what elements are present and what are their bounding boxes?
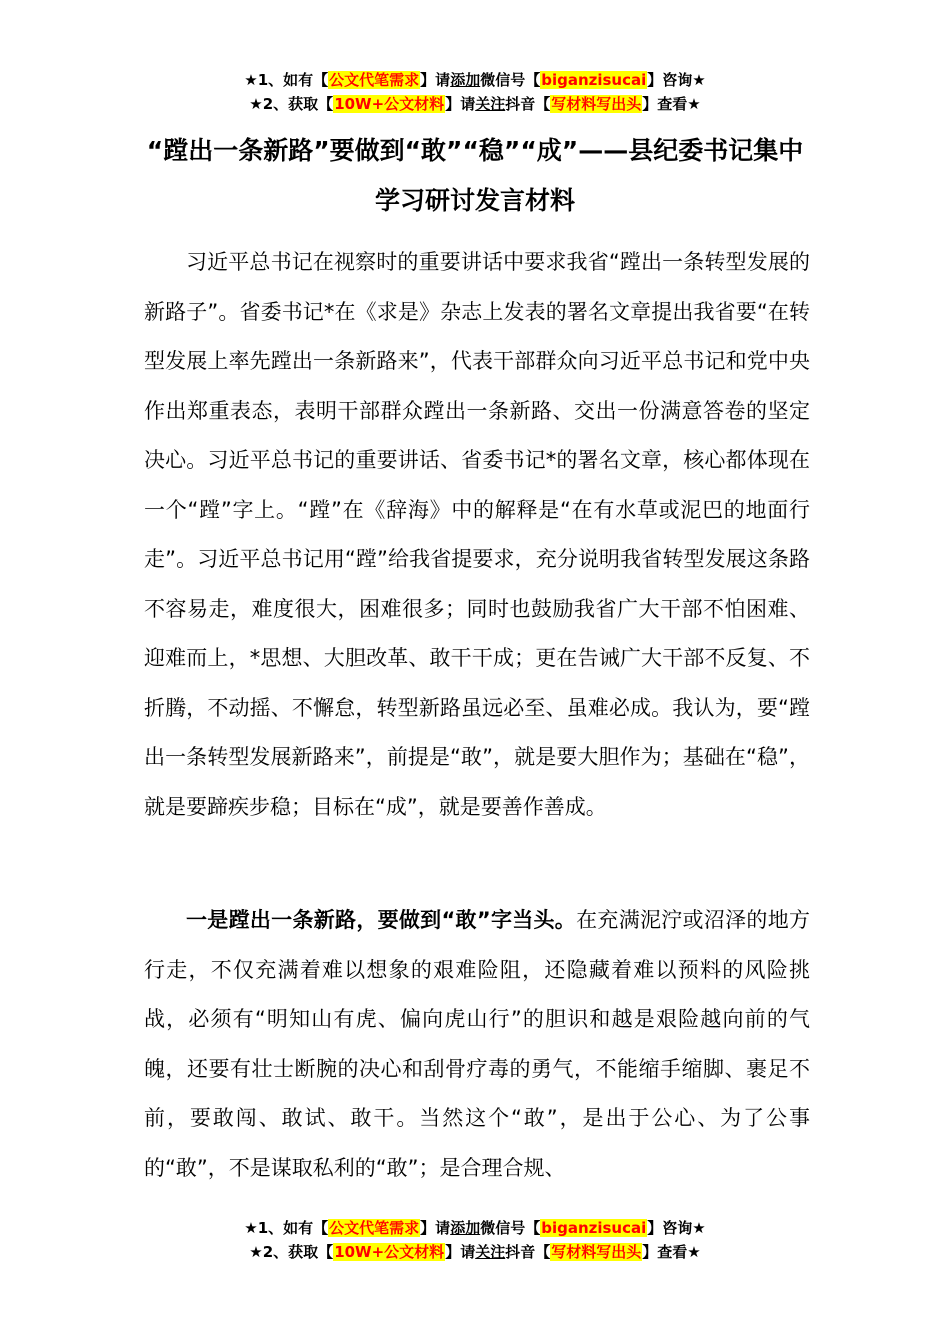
banner-text: ★1、如有【: [244, 1219, 329, 1237]
banner-text: 】咨询★: [647, 71, 706, 89]
banner-text: 】请: [445, 1243, 476, 1261]
banner-underlined-text: 添加: [450, 1219, 481, 1237]
banner-highlight: 公文代笔需求: [329, 1219, 420, 1237]
document-title: “蹚出一条新路”要做到“敢”“稳”“成”——县纪委书记集中学习研讨发言材料: [146, 136, 804, 215]
banner-text: 】咨询★: [647, 1219, 706, 1237]
banner-underlined-text: 关注: [475, 1243, 506, 1261]
banner-highlight: 写材料写出头: [551, 95, 642, 113]
paragraph-lead-heading: 一是蹚出一条新路，要做到“敢”字当头。: [186, 908, 577, 932]
banner-highlight: biganzisucai: [541, 71, 647, 89]
banner-line-1: [0, 68, 950, 92]
paragraph-body-text: 在充满泥泞或沼泽的地方行走，不仅充满着难以想象的艰难险阻，还隐藏着难以预料的风险挑战，必须有“明知山有虎、偏向虎山行”的胆识和越是艰险越向前的气魄，还要有壮士断腕的决心和刮骨疗毒的勇气，不能缩手缩脚、裹足不前，要敢闯、敢试、敢干。当然这个“敢”，是出于公心、为了公事的“敢”，不是谋取私利的“敢”；是合理合规、: [144, 908, 811, 1180]
banner-highlight: 10W+公文材料: [334, 95, 445, 113]
banner-highlight: 10W+公文材料: [334, 1243, 445, 1261]
footer-banner: [0, 1216, 950, 1264]
banner-text: 】查看★: [642, 1243, 701, 1261]
banner-text: ★1、如有【: [244, 71, 329, 89]
banner-underlined-text: 关注: [475, 95, 506, 113]
banner-text: 】请: [420, 71, 451, 89]
banner-highlight: 公文代笔需求: [329, 71, 420, 89]
banner-text: 】请: [420, 1219, 451, 1237]
banner-line-2: [0, 92, 950, 116]
banner-text: 微信号【: [480, 1219, 541, 1237]
banner-text: 抖音【: [505, 95, 551, 113]
body-paragraph-2: [144, 896, 810, 1193]
banner-text: 】请: [445, 95, 476, 113]
banner-underlined-text: 添加: [450, 71, 481, 89]
banner-text: 微信号【: [480, 71, 541, 89]
body-paragraph-1: 习近平总书记在视察时的重要讲话中要求我省“蹚出一条转型发展的新路子”。省委书记*在《求是》杂志上发表的署名文章提出我省要“在转型发展上率先蹚出一条新路来”，代表干部群众向习近平总书记和党中央作出郑重表态，表明干部群众蹚出一条新路、交出一份满意答卷的坚定决心。习近平总书记的重要讲话、省委书记*的署名文章，核心都体现在一个“蹚”字上。“蹚”在《辞海》中的解释是“在有水草或泥巴的地面行走”。习近平总书记用“蹚”给我省提要求，充分说明我省转型发展这条路不容易走，难度很大，困难很多；同时也鼓励我省广大干部不怕困难、迎难而上，*思想、大胆改革、敢干干成；更在告诫广大干部不反复、不折腾，不动摇、不懈怠，转型新路虽远必至、虽难必成。我认为，要“蹚出一条转型发展新路来”，前提是“敢”，就是要大胆作为；基础在“稳”，就是要蹄疾步稳；目标在“成”，就是要善作善成。: [144, 250, 810, 819]
banner-line-1: [0, 1216, 950, 1240]
banner-line-2: [0, 1240, 950, 1264]
header-banner: [0, 68, 950, 116]
banner-text: 】查看★: [642, 95, 701, 113]
banner-text: ★2、获取【: [249, 95, 334, 113]
banner-text: 抖音【: [505, 1243, 551, 1261]
banner-text: ★2、获取【: [249, 1243, 334, 1261]
banner-highlight: biganzisucai: [541, 1219, 647, 1237]
banner-highlight: 写材料写出头: [551, 1243, 642, 1261]
